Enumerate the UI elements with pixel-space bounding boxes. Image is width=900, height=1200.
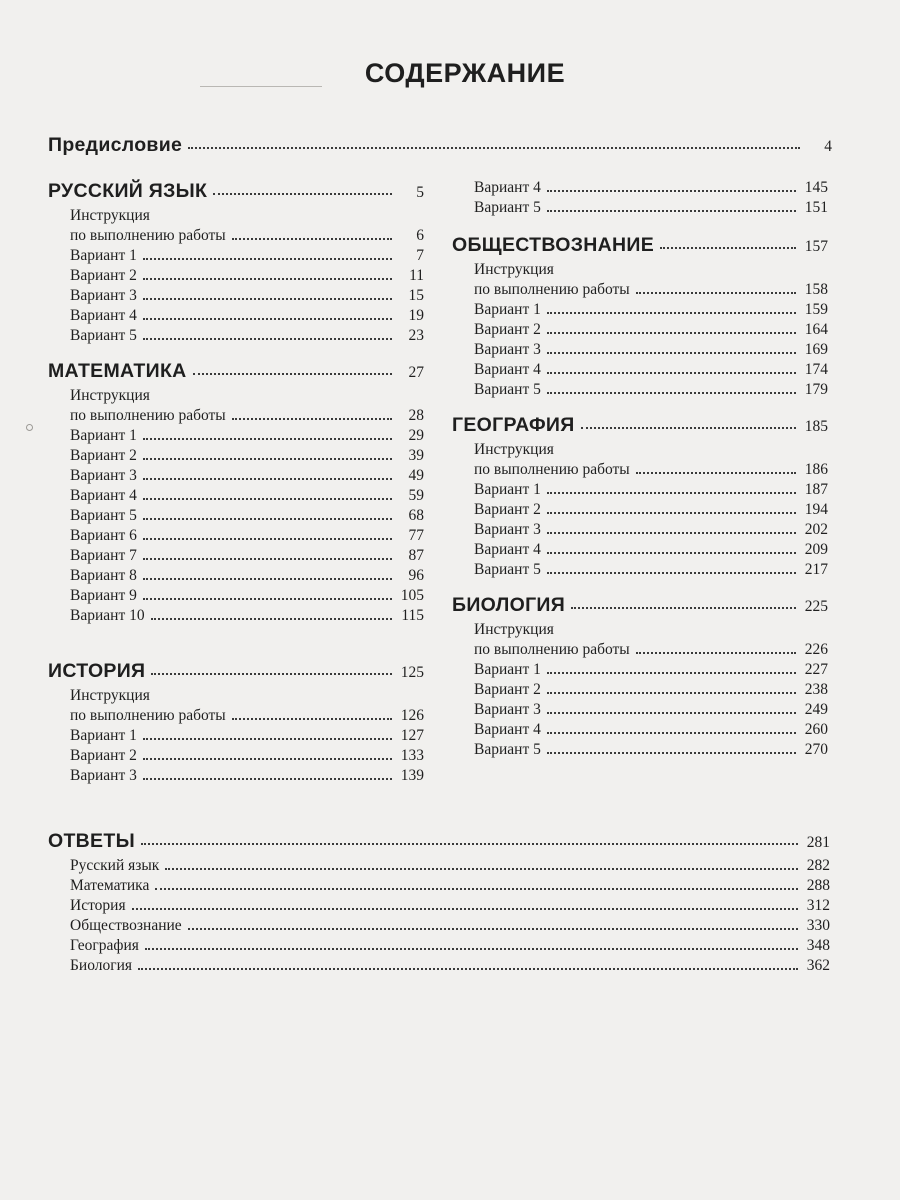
entry-label: Вариант 4 bbox=[474, 541, 541, 558]
dot-leader bbox=[571, 607, 796, 609]
page-number: 209 bbox=[804, 541, 828, 558]
page-number: 115 bbox=[401, 607, 424, 624]
entry-label: Вариант 3 bbox=[474, 521, 541, 538]
dot-leader bbox=[547, 752, 796, 754]
page-number: 139 bbox=[400, 767, 424, 784]
toc-entry-variant[interactable] bbox=[452, 340, 828, 360]
dot-leader bbox=[188, 928, 798, 930]
page-number: 174 bbox=[804, 361, 828, 378]
page-number: 238 bbox=[804, 681, 828, 698]
toc-entry-variant[interactable] bbox=[452, 480, 828, 500]
page-number: 362 bbox=[806, 957, 830, 974]
page-number: 185 bbox=[804, 418, 828, 435]
page-number: 15 bbox=[408, 287, 424, 304]
page-number: 348 bbox=[806, 937, 830, 954]
page-number: 19 bbox=[408, 307, 424, 324]
entry-label: МАТЕМАТИКА bbox=[48, 360, 187, 382]
entry-label: Вариант 3 bbox=[474, 701, 541, 718]
toc-entry-instruction[interactable] bbox=[452, 280, 828, 300]
toc-entry-variant[interactable] bbox=[48, 766, 424, 786]
entry-label: Вариант 6 bbox=[70, 527, 137, 544]
entry-label: Вариант 5 bbox=[474, 199, 541, 216]
toc-entry-variant[interactable] bbox=[48, 246, 424, 266]
entry-label: БИОЛОГИЯ bbox=[452, 594, 566, 616]
toc-entry-variant[interactable] bbox=[452, 560, 828, 580]
toc-entry-variant[interactable] bbox=[452, 320, 828, 340]
dot-leader bbox=[143, 518, 392, 520]
dot-leader bbox=[547, 552, 796, 554]
entry-label: Вариант 1 bbox=[474, 301, 541, 318]
toc-entry-variant[interactable] bbox=[48, 486, 424, 506]
entry-label: История bbox=[70, 897, 126, 914]
toc-entry-variant[interactable] bbox=[452, 520, 828, 540]
page-number: 157 bbox=[804, 238, 828, 255]
dot-leader bbox=[138, 968, 798, 970]
toc-section-heading[interactable] bbox=[452, 230, 828, 260]
entry-label: Вариант 5 bbox=[70, 507, 137, 524]
dot-leader bbox=[141, 843, 798, 845]
toc-entry-variant[interactable] bbox=[48, 546, 424, 566]
page-number: 5 bbox=[416, 184, 424, 201]
instruction-label: Инструкция bbox=[474, 621, 554, 638]
page-number: 126 bbox=[400, 707, 424, 724]
toc-section-heading[interactable] bbox=[452, 410, 828, 440]
toc-entry-variant[interactable] bbox=[48, 606, 424, 626]
page-number: 127 bbox=[400, 727, 424, 744]
paper-speck bbox=[26, 424, 33, 431]
dot-leader bbox=[193, 373, 392, 375]
dot-leader bbox=[213, 193, 392, 195]
dot-leader bbox=[547, 732, 796, 734]
toc-entry-variant[interactable] bbox=[452, 660, 828, 680]
toc-section-heading[interactable] bbox=[48, 176, 424, 206]
page-number: 225 bbox=[804, 598, 828, 615]
answers-block bbox=[48, 826, 830, 976]
toc-entry-variant[interactable] bbox=[48, 526, 424, 546]
dot-leader bbox=[660, 247, 796, 249]
dot-leader bbox=[232, 418, 392, 420]
page-title: СОДЕРЖАНИЕ bbox=[364, 58, 566, 88]
toc-entry-variant[interactable] bbox=[452, 300, 828, 320]
dot-leader bbox=[143, 258, 392, 260]
toc-entry-variant[interactable] bbox=[48, 286, 424, 306]
toc-section bbox=[452, 590, 828, 760]
dot-leader bbox=[143, 738, 392, 740]
dot-leader bbox=[547, 372, 796, 374]
page-number: 281 bbox=[806, 834, 830, 851]
page-number: 11 bbox=[409, 267, 424, 284]
entry-label: по выполнению работы bbox=[474, 281, 630, 298]
instruction-label: Инструкция bbox=[70, 387, 150, 404]
entry-label: РУССКИЙ ЯЗЫК bbox=[48, 180, 208, 202]
page-number: 59 bbox=[408, 487, 424, 504]
instruction-label: Инструкция bbox=[474, 261, 554, 278]
toc-entry-answer[interactable] bbox=[48, 956, 830, 976]
dot-leader bbox=[143, 538, 392, 540]
dot-leader bbox=[143, 318, 392, 320]
entry-label: Вариант 1 bbox=[474, 661, 541, 678]
toc-entry-instruction[interactable] bbox=[48, 706, 424, 726]
page-number: 260 bbox=[804, 721, 828, 738]
page-number: 312 bbox=[806, 897, 830, 914]
page-number: 23 bbox=[408, 327, 424, 344]
page-number: 227 bbox=[804, 661, 828, 678]
entry-label: Вариант 2 bbox=[474, 321, 541, 338]
dot-leader bbox=[232, 718, 392, 720]
page-number: 28 bbox=[408, 407, 424, 424]
dot-leader bbox=[155, 888, 798, 890]
entry-label: Вариант 5 bbox=[474, 561, 541, 578]
toc-entry-variant[interactable] bbox=[48, 466, 424, 486]
entry-label: Вариант 5 bbox=[70, 327, 137, 344]
entry-label: ОТВЕТЫ bbox=[48, 830, 135, 852]
toc-entry-variant[interactable] bbox=[48, 746, 424, 766]
page-number: 96 bbox=[408, 567, 424, 584]
entry-label: по выполнению работы bbox=[70, 227, 226, 244]
dot-leader bbox=[143, 578, 392, 580]
dot-leader bbox=[151, 673, 392, 675]
toc-entry-variant[interactable] bbox=[48, 266, 424, 286]
dot-leader bbox=[547, 572, 796, 574]
entry-label: по выполнению работы bbox=[70, 407, 226, 424]
page-number: 39 bbox=[408, 447, 424, 464]
page-number: 159 bbox=[804, 301, 828, 318]
dot-leader bbox=[547, 332, 796, 334]
page-number: 164 bbox=[804, 321, 828, 338]
entry-label: Вариант 3 bbox=[70, 467, 137, 484]
dot-leader bbox=[143, 598, 392, 600]
entry-label: Вариант 1 bbox=[70, 247, 137, 264]
entry-label: Вариант 3 bbox=[474, 341, 541, 358]
page-number: 158 bbox=[804, 281, 828, 298]
entry-label: ГЕОГРАФИЯ bbox=[452, 414, 575, 436]
entry-label: Вариант 4 bbox=[474, 721, 541, 738]
page-number: 169 bbox=[804, 341, 828, 358]
dot-leader bbox=[232, 238, 392, 240]
dot-leader bbox=[636, 472, 796, 474]
dot-leader bbox=[143, 478, 392, 480]
page-number: 145 bbox=[804, 179, 828, 196]
toc-entry-answer[interactable] bbox=[48, 876, 830, 896]
toc-section bbox=[48, 356, 424, 626]
toc-entry-instruction[interactable] bbox=[48, 226, 424, 246]
entry-label: Предисловие bbox=[48, 134, 183, 156]
page-number: 226 bbox=[804, 641, 828, 658]
entry-label: Вариант 2 bbox=[70, 447, 137, 464]
page-number: 4 bbox=[824, 138, 832, 155]
instruction-label: Инструкция bbox=[474, 441, 554, 458]
dot-leader bbox=[143, 778, 392, 780]
toc-section-heading[interactable] bbox=[48, 356, 424, 386]
toc-section bbox=[48, 176, 424, 346]
page-number: 288 bbox=[806, 877, 830, 894]
dot-leader bbox=[151, 618, 392, 620]
entry-label: Вариант 4 bbox=[474, 361, 541, 378]
page-number: 249 bbox=[804, 701, 828, 718]
left-column bbox=[48, 176, 424, 786]
dot-leader bbox=[547, 190, 796, 192]
toc-entry-variant[interactable] bbox=[48, 586, 424, 606]
dot-leader bbox=[145, 948, 798, 950]
dot-leader bbox=[547, 210, 796, 212]
page-number: 282 bbox=[806, 857, 830, 874]
page-number: 194 bbox=[804, 501, 828, 518]
entry-label: Вариант 3 bbox=[70, 767, 137, 784]
dot-leader bbox=[143, 298, 392, 300]
dot-leader bbox=[547, 672, 796, 674]
dot-leader bbox=[547, 392, 796, 394]
toc-entry-variant[interactable] bbox=[48, 446, 424, 466]
entry-label: Вариант 2 bbox=[474, 681, 541, 698]
toc-section bbox=[452, 410, 828, 580]
page-number: 187 bbox=[804, 481, 828, 498]
dot-leader bbox=[188, 147, 800, 149]
dot-leader bbox=[143, 498, 392, 500]
toc-entry-variant[interactable] bbox=[48, 726, 424, 746]
dot-leader bbox=[547, 352, 796, 354]
toc-entry-variant[interactable] bbox=[452, 680, 828, 700]
dot-leader bbox=[143, 458, 392, 460]
entry-label: по выполнению работы bbox=[70, 707, 226, 724]
toc-entry-variant[interactable] bbox=[452, 178, 828, 198]
page-number: 125 bbox=[400, 664, 424, 681]
toc-entry-instruction[interactable] bbox=[452, 640, 828, 660]
spacer bbox=[452, 218, 828, 230]
entry-label: Вариант 9 bbox=[70, 587, 137, 604]
toc-entry-instruction[interactable] bbox=[48, 406, 424, 426]
page-number: 27 bbox=[408, 364, 424, 381]
toc-section-heading[interactable] bbox=[452, 590, 828, 620]
entry-label: Вариант 2 bbox=[70, 267, 137, 284]
toc-section-heading[interactable] bbox=[48, 656, 424, 686]
toc-section bbox=[452, 230, 828, 400]
page-number: 217 bbox=[804, 561, 828, 578]
toc-entry-variant[interactable] bbox=[48, 426, 424, 446]
entry-label: по выполнению работы bbox=[474, 461, 630, 478]
entry-label: Вариант 1 bbox=[70, 427, 137, 444]
page-number: 202 bbox=[804, 521, 828, 538]
toc-section-heading-answers[interactable] bbox=[48, 826, 830, 856]
dot-leader bbox=[143, 758, 392, 760]
entry-label: Вариант 3 bbox=[70, 287, 137, 304]
entry-label: ИСТОРИЯ bbox=[48, 660, 146, 682]
toc-entry-variant[interactable] bbox=[48, 506, 424, 526]
toc-entry-variant[interactable] bbox=[452, 198, 828, 218]
entry-label: Вариант 7 bbox=[70, 547, 137, 564]
toc-entry-variant[interactable] bbox=[452, 720, 828, 740]
page-number: 179 bbox=[804, 381, 828, 398]
dot-leader bbox=[143, 278, 392, 280]
entry-label: Вариант 5 bbox=[474, 741, 541, 758]
toc-entry-variant[interactable] bbox=[452, 540, 828, 560]
dot-leader bbox=[143, 338, 392, 340]
page-number: 7 bbox=[416, 247, 424, 264]
dot-leader bbox=[547, 532, 796, 534]
toc-entry-variant[interactable] bbox=[452, 360, 828, 380]
dot-leader bbox=[547, 512, 796, 514]
entry-label: Вариант 2 bbox=[70, 747, 137, 764]
dot-leader bbox=[165, 868, 798, 870]
toc-entry-variant[interactable] bbox=[452, 700, 828, 720]
dot-leader bbox=[547, 492, 796, 494]
entry-label: Вариант 2 bbox=[474, 501, 541, 518]
toc-entry-variant[interactable] bbox=[48, 326, 424, 346]
toc-entry-answer[interactable] bbox=[48, 856, 830, 876]
toc-entry-instruction[interactable] bbox=[452, 460, 828, 480]
entry-label: Вариант 4 bbox=[70, 307, 137, 324]
page-number: 29 bbox=[408, 427, 424, 444]
toc-entry-variant[interactable] bbox=[48, 566, 424, 586]
toc-entry-preface[interactable] bbox=[48, 130, 832, 160]
page-number: 133 bbox=[400, 747, 424, 764]
entry-label: Вариант 4 bbox=[474, 179, 541, 196]
dot-leader bbox=[547, 712, 796, 714]
page-number: 186 bbox=[804, 461, 828, 478]
entry-label: Обществознание bbox=[70, 917, 182, 934]
toc-entry-variant[interactable] bbox=[48, 306, 424, 326]
dot-leader bbox=[143, 438, 392, 440]
page-number: 105 bbox=[400, 587, 424, 604]
page-number: 270 bbox=[804, 741, 828, 758]
toc-entry-variant[interactable] bbox=[452, 500, 828, 520]
dot-leader bbox=[547, 312, 796, 314]
right-column bbox=[452, 178, 828, 760]
entry-label: Вариант 1 bbox=[70, 727, 137, 744]
toc-entry-variant[interactable] bbox=[452, 740, 828, 760]
toc-entry-answer[interactable] bbox=[48, 916, 830, 936]
toc-entry-answer[interactable] bbox=[48, 936, 830, 956]
entry-label: Вариант 4 bbox=[70, 487, 137, 504]
entry-label: Биология bbox=[70, 957, 133, 974]
page-number: 77 bbox=[408, 527, 424, 544]
dot-leader bbox=[581, 427, 796, 429]
page-number: 330 bbox=[806, 917, 830, 934]
entry-label: ОБЩЕСТВОЗНАНИЕ bbox=[452, 234, 655, 256]
dot-leader bbox=[636, 652, 796, 654]
page-number: 151 bbox=[804, 199, 828, 216]
entry-label: Вариант 8 bbox=[70, 567, 137, 584]
preface-block bbox=[48, 130, 832, 160]
instruction-label: Инструкция bbox=[70, 207, 150, 224]
entry-label: Вариант 10 bbox=[70, 607, 145, 624]
toc-entry-variant[interactable] bbox=[452, 380, 828, 400]
dot-leader bbox=[132, 908, 798, 910]
instruction-label: Инструкция bbox=[70, 687, 150, 704]
entry-label: Русский язык bbox=[70, 857, 160, 874]
page-number: 87 bbox=[408, 547, 424, 564]
entry-label: Вариант 5 bbox=[474, 381, 541, 398]
entry-label: по выполнению работы bbox=[474, 641, 630, 658]
entry-label: Вариант 1 bbox=[474, 481, 541, 498]
page-number: 6 bbox=[416, 227, 424, 244]
page-number: 68 bbox=[408, 507, 424, 524]
page-number: 49 bbox=[408, 467, 424, 484]
entry-label: География bbox=[70, 937, 139, 954]
toc-section bbox=[48, 656, 424, 786]
dot-leader bbox=[547, 692, 796, 694]
dot-leader bbox=[636, 292, 796, 294]
dot-leader bbox=[143, 558, 392, 560]
entry-label: Математика bbox=[70, 877, 150, 894]
toc-entry-answer[interactable] bbox=[48, 896, 830, 916]
